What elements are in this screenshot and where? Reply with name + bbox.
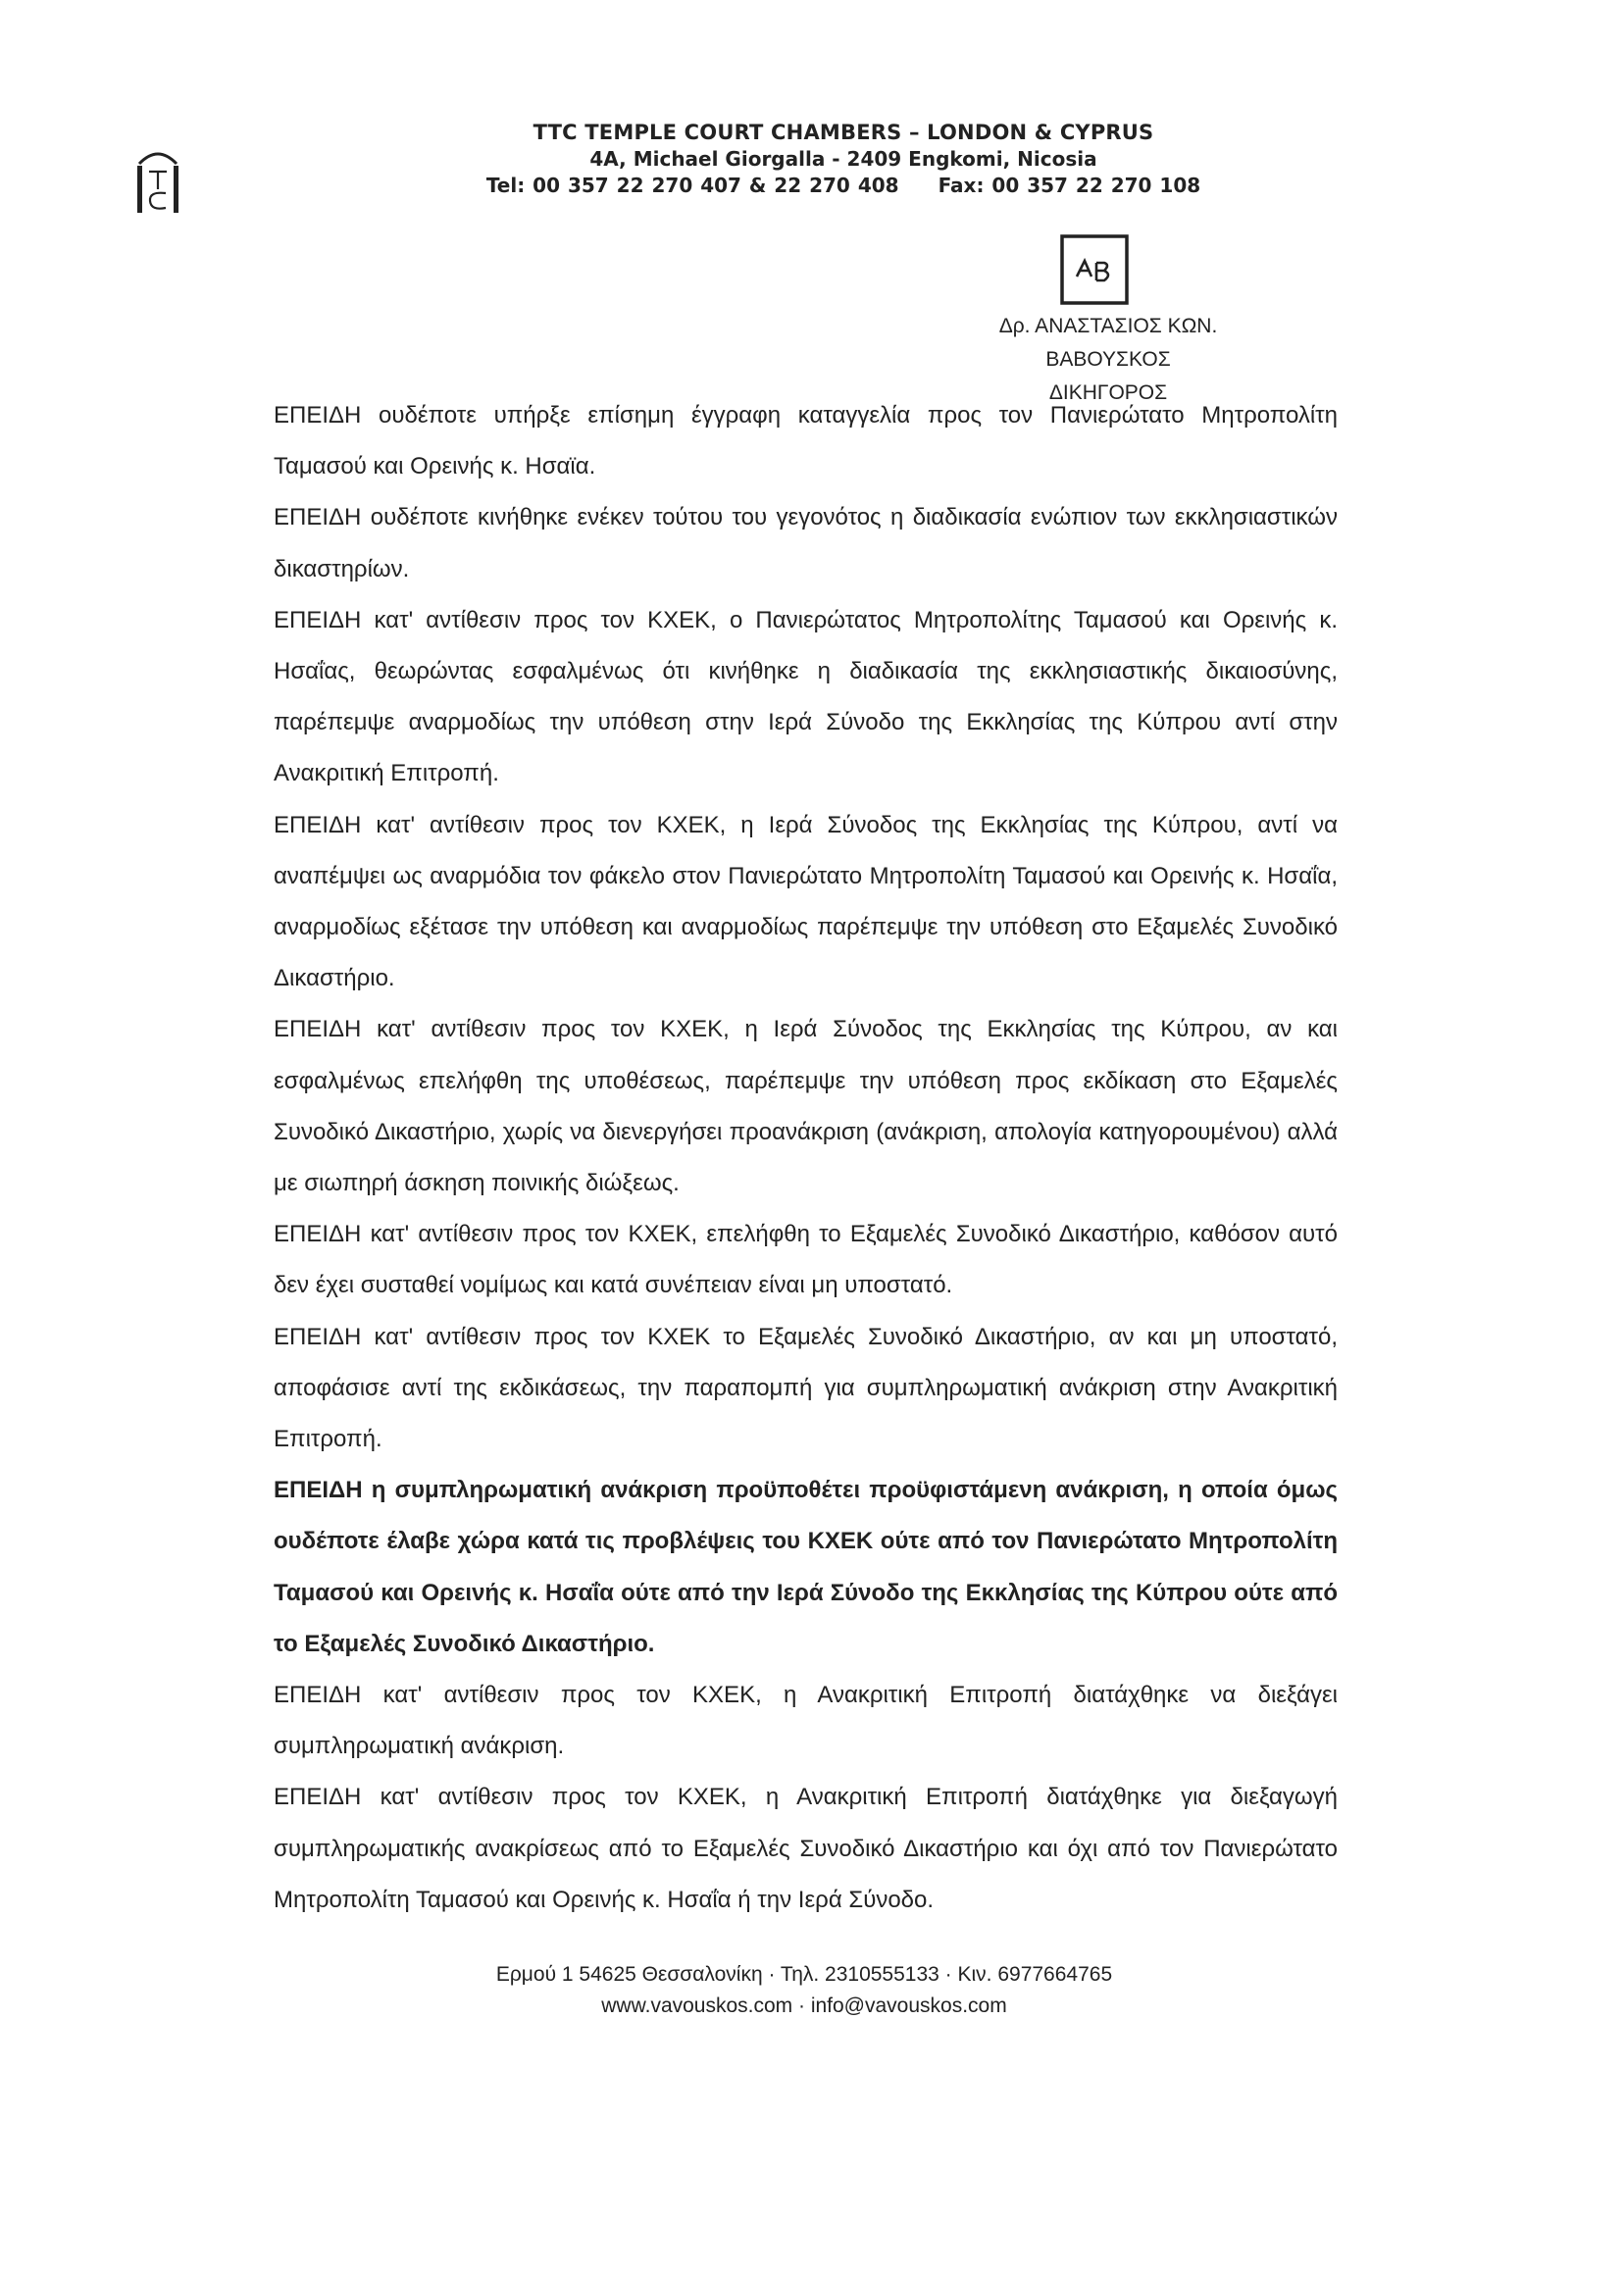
lawyer-title: ΔΙΚΗΓΟΡΟΣ xyxy=(1048,381,1168,404)
paragraph: ΕΠΕΙΔΗ κατ' αντίθεσιν προς τον ΚΧΕΚ, η Ανακριτική Επιτροπή διατάχθηκε να διεξάγει συμπληρωματική ανάκριση. xyxy=(274,1682,1338,1760)
footer-address: Ερμού 1 54625 Θεσσαλονίκη · Τηλ. 2310555133 · Κιν. 6977664765 xyxy=(495,1963,1113,1986)
paragraph: ΕΠΕΙΔΗ κατ' αντίθεσιν προς τον ΚΧΕΚ, η Ανακριτική Επιτροπή διατάχθηκε για διεξαγωγή συμπληρωματικής ανακρίσεως από το Εξαμελές Συνοδικό Δικαστήριο και όχι από τον Πανιερώτατο Μητροπολίτη Ταμασού και Ορεινής κ. Ησαΐα ή την Ιερά Σύνοδο. xyxy=(274,1784,1338,1913)
letterhead xyxy=(412,120,1275,199)
firm-address: 4A, Michael Giorgalla - 2409 Engkomi, Nicosia xyxy=(589,147,1097,171)
paragraph-bold: ΕΠΕΙΔΗ η συμπληρωματική ανάκριση προϋποθέτει προϋφιστάμενη ανάκριση, η οποία όμως ουδέποτε έλαβε χώρα κατά τις προβλέψεις του ΚΧΕΚ ούτε από τον Πανιερώτατο Μητροπολίτη Ταμασού και Ορεινής κ. Ησαΐα ούτε από την Ιερά Σύνοδο της Εκκλησίας της Κύπρου ούτε από το Εξαμελές Συνοδικό Δικαστήριο. xyxy=(274,1477,1338,1657)
footer-web: www.vavouskos.com · info@vavouskos.com xyxy=(601,1994,1007,2017)
ttc-temple-logo-icon xyxy=(135,142,180,215)
paragraph: ΕΠΕΙΔΗ κατ' αντίθεσιν προς τον ΚΧΕΚ, η Ιερά Σύνοδος της Εκκλησίας της Κύπρου, αν και εσφαλμένως επελήφθη της υποθέσεως, παρέπεμψε την υπόθεση προς εκδίκαση στο Εξαμελές Συνοδικό Δικαστήριο, χωρίς να διενεργήσει προανάκριση (ανάκριση, απολογία κατηγορουμένου) αλλά με σιωπηρή άσκηση ποινικής διώξεως. xyxy=(274,1016,1338,1197)
paragraph: ΕΠΕΙΔΗ ουδέποτε υπήρξε επίσημη έγγραφη καταγγελία προς τον Πανιερώτατο Μητροπολίτη Ταμασού και Ορεινής κ. Ησαϊα. xyxy=(274,402,1338,480)
footer xyxy=(373,1959,1236,2022)
initials-stamp-icon xyxy=(1059,233,1132,308)
paragraph: ΕΠΕΙΔΗ ουδέποτε κινήθηκε ενέκεν τούτου του γεγονότος η διαδικασία ενώπιον των εκκλησιαστικών δικαστηρίων. xyxy=(274,504,1338,582)
document-body xyxy=(274,390,1338,1926)
paragraph: ΕΠΕΙΔΗ κατ' αντίθεσιν προς τον ΚΧΕΚ, επελήφθη το Εξαμελές Συνοδικό Δικαστήριο, καθόσον αυτό δεν έχει συσταθεί νομίμως και κατά συνέπειαν είναι μη υποστατό. xyxy=(274,1221,1338,1299)
lawyer-name: Δρ. ΑΝΑΣΤΑΣΙΟΣ ΚΩΝ. ΒΑΒΟΥΣΚΟΣ xyxy=(998,315,1218,371)
firm-contacts xyxy=(412,172,1275,199)
paragraph: ΕΠΕΙΔΗ κατ' αντίθεσιν προς τον ΚΧΕΚ, ο Πανιερώτατος Μητροπολίτης Ταμασού και Ορεινής κ. Ησαΐας, θεωρώντας εσφαλμένως ότι κινήθηκε η διαδικασία της εκκλησιαστικής δικαιοσύνης, παρέπεμψε αναρμοδίως την υπόθεση στην Ιερά Σύνοδο της Εκκλησίας της Κύπρου αντί στην Ανακριτική Επιτροπή. xyxy=(274,606,1338,787)
paragraph: ΕΠΕΙΔΗ κατ' αντίθεσιν προς τον ΚΧΕΚ, η Ιερά Σύνοδος της Εκκλησίας της Κύπρου, αντί να αναπέμψει ως αναρμόδια τον φάκελο στον Πανιερώτατο Μητροπολίτη Ταμασού και Ορεινής κ. Ησαΐα, αναρμοδίως εξέτασε την υπόθεση και αναρμοδίως παρέπεμψε την υπόθεση στο Εξαμελές Συνοδικό Δικαστήριο. xyxy=(274,811,1338,992)
firm-fax: Fax: 00 357 22 270 108 xyxy=(938,174,1201,197)
firm-tel: Tel: 00 357 22 270 407 & 22 270 408 xyxy=(485,174,899,197)
paragraph: ΕΠΕΙΔΗ κατ' αντίθεσιν προς τον ΚΧΕΚ το Εξαμελές Συνοδικό Δικαστήριο, αν και μη υποστατό, αποφάσισε αντί της εκδικάσεως, την παραπομπή για συμπληρωματική ανάκριση στην Ανακριτική Επιτροπή. xyxy=(274,1323,1338,1453)
firm-name: TTC TEMPLE COURT CHAMBERS – LONDON & CYPRUS xyxy=(533,121,1154,144)
